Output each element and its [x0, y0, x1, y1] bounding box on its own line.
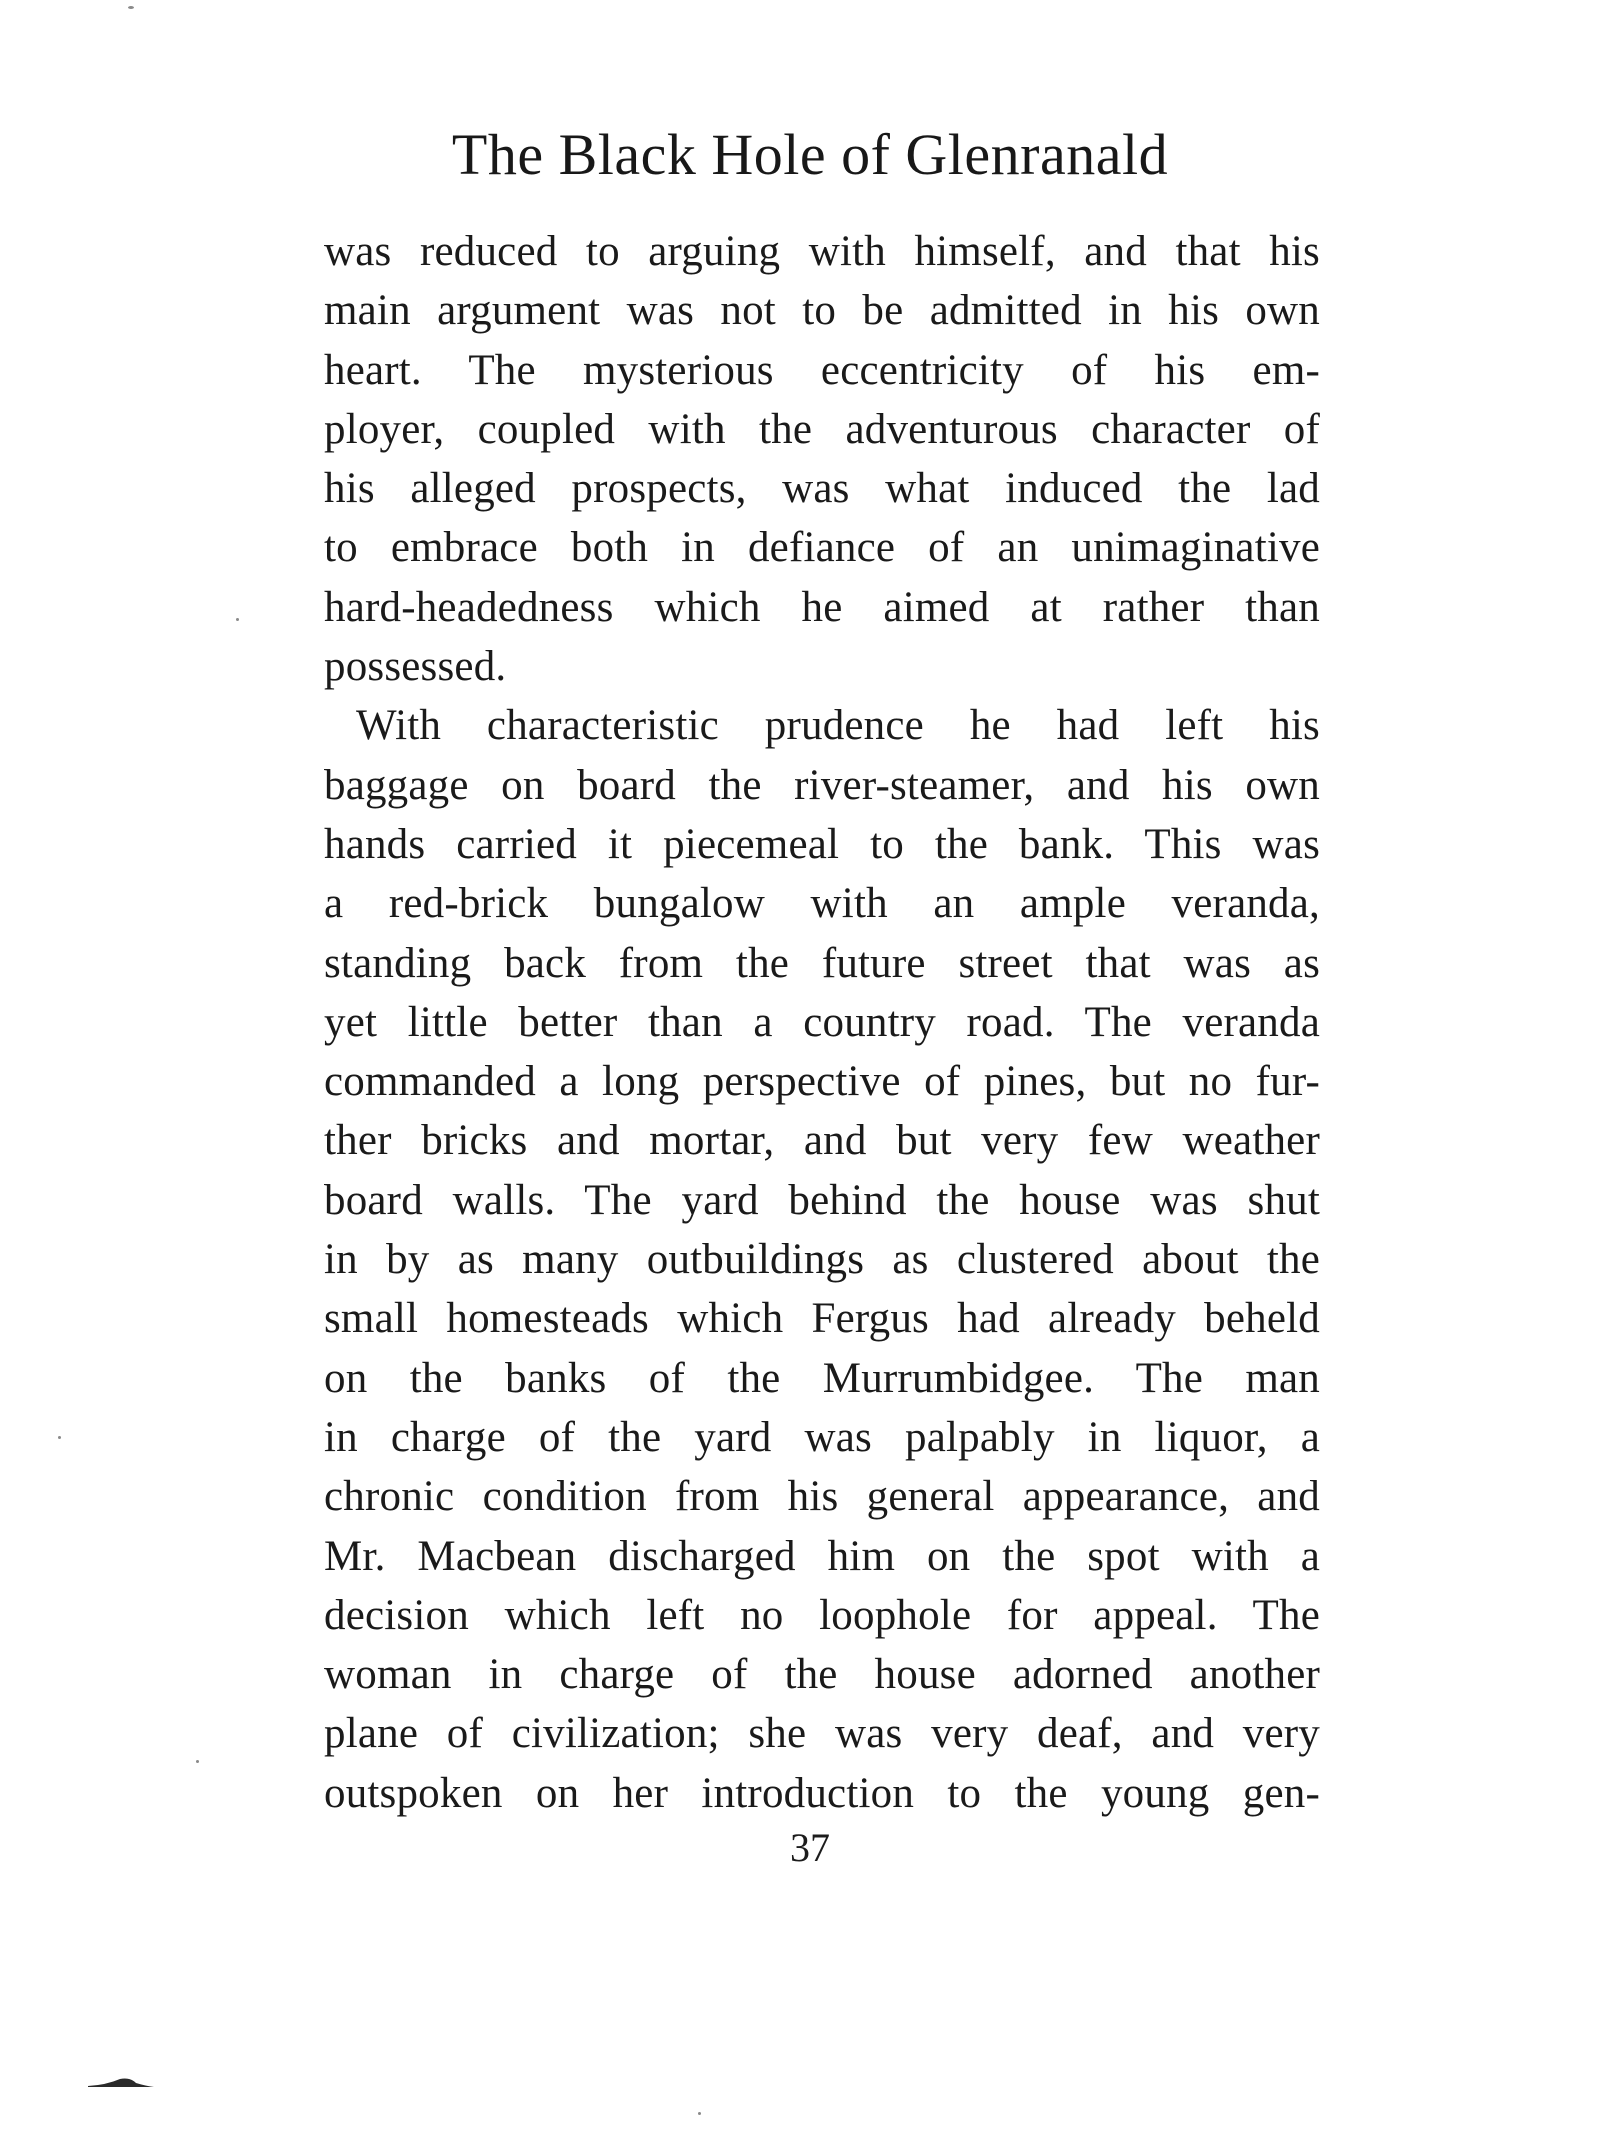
- text-line: plane of civilization; she was very deaf, and very: [324, 1710, 1320, 1758]
- text-line: commanded a long perspective of pines, but no fur-: [324, 1058, 1320, 1106]
- scan-speck: [236, 618, 239, 621]
- page-number: 37: [790, 1825, 830, 1870]
- running-head: The Black Hole of Glenranald: [451, 122, 1169, 187]
- text-line: baggage on board the river-steamer, and his own: [324, 761, 1320, 809]
- text-line: in charge of the yard was palpably in liquor, a: [324, 1413, 1320, 1461]
- text-line: woman in charge of the house adorned another: [324, 1651, 1320, 1699]
- text-line: decision which left no loophole for appeal. The: [324, 1591, 1320, 1639]
- scan-speck: [58, 1436, 61, 1439]
- text-line: in by as many outbuildings as clustered about the: [324, 1236, 1320, 1284]
- text-line: outspoken on her introduction to the young gen-: [324, 1769, 1320, 1817]
- text-line: hands carried it piecemeal to the bank. This was: [324, 820, 1320, 868]
- text-line: on the banks of the Murrumbidgee. The man: [324, 1354, 1320, 1402]
- scan-speck: [128, 6, 134, 9]
- text-line: a red-brick bungalow with an ample veranda,: [324, 880, 1320, 928]
- scan-speck: [698, 2112, 701, 2115]
- text-line: small homesteads which Fergus had already beheld: [324, 1295, 1320, 1343]
- text-line: possessed.: [324, 643, 507, 691]
- text-line: hard-headedness which he aimed at rather than: [324, 583, 1320, 631]
- text-line: was reduced to arguing with himself, and that his: [324, 228, 1320, 275]
- body-text: [324, 222, 1320, 1823]
- text-line: heart. The mysterious eccentricity of his em-: [324, 346, 1320, 394]
- text-line: yet little better than a country road. The veranda: [324, 998, 1320, 1046]
- scan-speck: [196, 1760, 199, 1763]
- text-line: With characteristic prudence he had left his: [356, 702, 1320, 750]
- text-line: chronic condition from his general appearance, and: [324, 1473, 1320, 1521]
- text-line: ther bricks and mortar, and but very few weather: [324, 1117, 1320, 1165]
- text-line: standing back from the future street that was as: [324, 939, 1320, 987]
- text-line: Mr. Macbean discharged him on the spot with a: [324, 1532, 1320, 1580]
- text-line: main argument was not to be admitted in his own: [324, 287, 1320, 335]
- text-line: board walls. The yard behind the house was shut: [324, 1176, 1320, 1224]
- text-line: his alleged prospects, was what induced the lad: [324, 465, 1320, 513]
- scan-smudge: [86, 2076, 156, 2088]
- text-line: to embrace both in defiance of an unimaginative: [324, 524, 1320, 572]
- text-line: ployer, coupled with the adventurous character of: [324, 405, 1320, 453]
